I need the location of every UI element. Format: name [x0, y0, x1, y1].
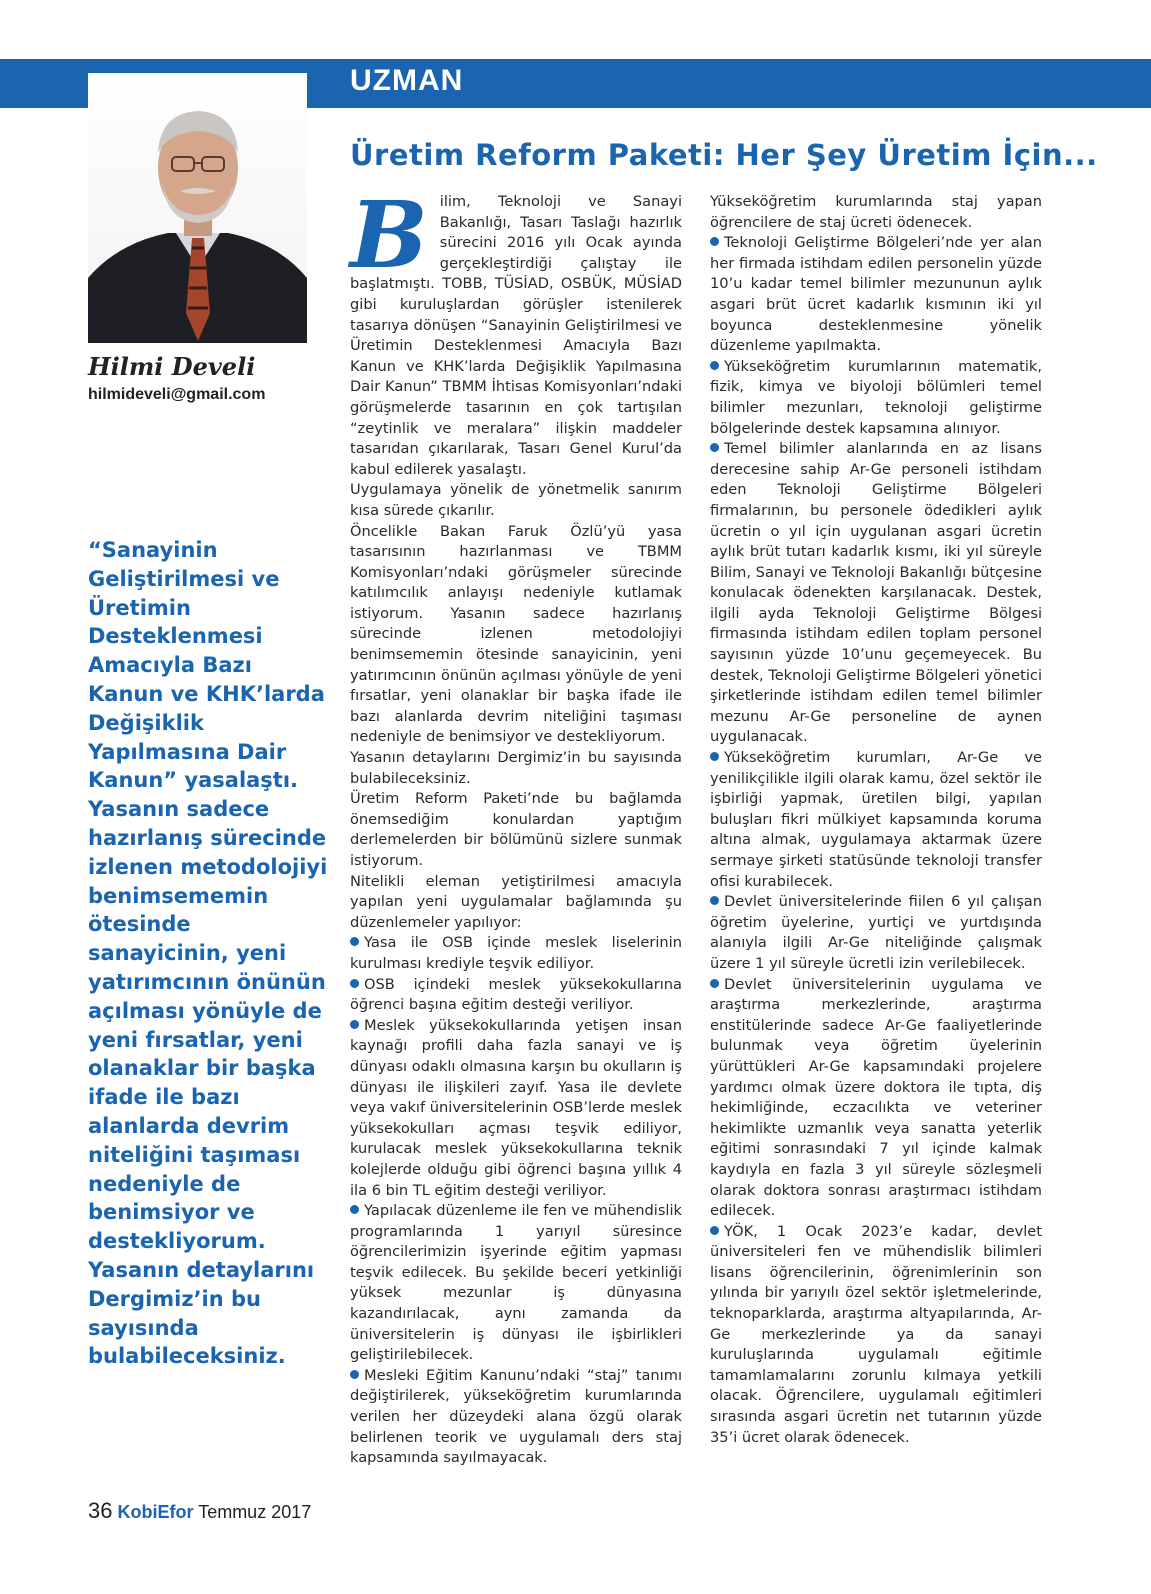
bullet-item: OSB içindeki meslek yüksekokullarına öğrenci başına eğitim desteği veriliyor. — [350, 975, 682, 1014]
paragraph: Nitelikli eleman yetiştirilmesi amacıyla yapılan yeni uygulamalar bağlamında şu düzenlemeler yapılıyor: — [350, 872, 682, 931]
page-number: 36 — [88, 1498, 113, 1523]
paragraph: Öncelikle Bakan Faruk Özlü’yü yasa tasarısının hazırlanması ve TBMM Komisyonları’ndaki görüşmeler sürecinde katılımcılık anlayışı nedeniyle kutlamak istiyorum. Yasanın sadece hazırlanış sürecinde izlenen metodolojiyi benimsememin ötesinde sanayicinin, yeni yatırımcının önünün açılması yönüyle de yeni fırsatlar, yeni olanaklar bir başka ifade ile bazı alanlarda devrim niteliğini taşıması nedeniyle de benimsiyor ve destekliyorum. — [350, 522, 682, 746]
article-column-1 — [350, 181, 682, 1469]
intro-text: ilim, Teknoloji ve Sanayi Bakanlığı, Tasarı Taslağı hazırlık sürecini 2016 yılı Ocak ayında gerçekleştirdiği çalıştay ile başlatmıştı. TOBB, TÜSİAD, OSBÜK, MÜSİAD gibi kuruluşlardan görüşler istenilerek tasarıya dönüşen “Sanayinin Geliştirilmesi ve Üretimin Desteklenmesi Amacıyla Bazı Kanun ve KHK’larda Değişiklik Yapılmasına Dair Kanun” TBMM İhtisas Komisyonları’ndaki görüşmelerde tasarının en çok tartışılan “zeytinlik ve meralara” ilişkin maddeler tasarıdan çıkarılarak, Tasarı Genel Kurul’da kabul edilerek yasalaştı. — [350, 193, 682, 478]
page-footer — [88, 1498, 311, 1524]
author-email: hilmideveli@gmail.com — [88, 386, 266, 403]
bullet-item: Yükseköğretim kurumları, Ar-Ge ve yenilikçilikle ilgili olarak kamu, özel sektör ile işbirliği yapmak, üretilen bilgi, yapılan buluşları fikri mülkiyet kapsamında koruma altına almak, uygulamaya aktarmak üzere sermaye şirketi statüsünde teknoloji transfer ofisi kurabilecek. — [710, 749, 1042, 890]
bullet-item: Devlet üniversitelerinde fiilen 6 yıl çalışan öğretim üyelerine, yurtiçi ve yurtdışında alanıyla ilgili Ar-Ge niteliğinde çalışmak üzere 1 yıl süreyle ücretli izin verilebilecek. — [710, 893, 1042, 972]
bullet-dot-icon — [350, 937, 359, 946]
bullet-item: Meslek yüksekokullarında yetişen insan kaynağı profili daha fazla sanayi ve iş dünyası odaklı olmasına karşın bu okulların iş dünyası ile ilişkileri zayıf. Yasa ile devlete veya vakıf üniversitelerinin OSB’lerde meslek yüksekokulları açması teşvik ediliyor, kurulacak meslek yüksekokullarına teknik kolejlerde olduğu gibi öğrenci başına yıllık 4 ila 6 bin TL eğitim desteği veriliyor. — [350, 1016, 682, 1199]
bullet-item: Yasa ile OSB içinde meslek liselerinin kurulması krediyle teşvik ediliyor. — [350, 934, 682, 972]
bullet-dot-icon — [710, 896, 719, 905]
pull-quote: “Sanayinin Geliştirilmesi ve Üretimin Desteklenmesi Amacıyla Bazı Kanun ve KHK’larda Değişiklik Yapılmasına Dair Kanun” yasalaştı. Yasanın sadece hazırlanış sürecinde izlenen metodolojiyi benimsememin ötesinde sanayicinin, yeni yatırımcının önünün açılması yönüyle de yeni fırsatlar, yeni olanaklar bir başka ifade ile bazı alanlarda devrim niteliğini taşıması nedeniyle de benimsiyor ve destekliyorum. Yasanın detaylarını Dergimiz’in bu sayısında bulabileceksiniz. — [88, 538, 328, 1369]
paragraph: Uygulamaya yönelik de yönetmelik sanırım kısa sürede çıkarılır. — [350, 481, 682, 519]
author-signature: Hilmi Develi — [88, 352, 256, 381]
bullet-item: Yapılacak düzenleme ile fen ve mühendislik programlarında 1 yarıyıl süresince öğrencilerimizin işyerinde eğitim yapması teşvik edilecek. Bu şekilde beceri yetkinliği yüksek mezunlar iş dünyasına kazandırılacak, aynı zamanda da üniversitelerin iş dünyası ile işbirlikleri geliştirilebilecek. — [350, 1202, 682, 1364]
bullet-item: Devlet üniversitelerinin uygulama ve araştırma merkezlerinde, araştırma enstitülerinde sadece Ar-Ge faaliyetlerinde bulunmak veya öğretim üyelerinin yürüttükleri Ar-Ge kapsamındaki projelere yardımcı olmak üzere doktora ile tıpta, diş hekimliğinde, eczacılıkta ve veteriner hekimlikte uzmanlık veya sanatta yeterlik eğitimi sonrasındaki 7 yıl içinde kalmak kaydıyla en fazla 3 yıl süreyle sözleşmeli olarak doktora sonrası araştırmacı istihdam edilecek. — [710, 975, 1042, 1220]
bullet-dot-icon — [350, 1020, 359, 1029]
bullet-dot-icon — [350, 1205, 359, 1214]
bullet-item: Yükseköğretim kurumlarının matematik, fizik, kimya ve biyoloji bölümleri temel bilimler mezunları, teknoloji geliştirme bölgelerinde destek kapsamına alınıyor. — [710, 357, 1042, 437]
bullet-dot-icon — [350, 1370, 359, 1379]
section-label: UZMAN — [350, 64, 464, 97]
issue-date: Temmuz 2017 — [198, 1502, 312, 1522]
bullet-item: YÖK, 1 Ocak 2023’e kadar, devlet üniversiteleri fen ve mühendislik bilimleri lisans öğrencilerinin, öğrenimlerinin son yılında bir yarıyılı özel sektör işletmelerinde, teknoparklarda, araştırma altyapılarında, Ar-Ge merkezlerinde ya da sanayi kuruluşlarında uygulamalı eğitimle tamamlamalarını zorunlu kılmaya yetkili olacak. Öğrencilere, uygulamalı eğitimleri sırasında asgari ücretin net tutarının yüzde 35’i ücret olarak ödenecek. — [710, 1222, 1042, 1446]
paragraph: Yasanın detaylarını Dergimiz’in bu sayısında bulabileceksiniz. — [350, 749, 682, 787]
bullet-item: Mesleki Eğitim Kanunu’ndaki “staj” tanımı değiştirilerek, yükseköğretim kurumlarında verilen her düzeydeki alana özgü olarak belirlenen teorik ve uygulamalı ders staj kapsamında sayılmayacak. — [350, 1366, 682, 1467]
intro-paragraph — [350, 181, 682, 480]
bullet-dot-icon — [710, 752, 719, 761]
paragraph: Yükseköğretim kurumlarında staj yapan öğrencilere de staj ücreti ödenecek. — [710, 193, 1042, 231]
bullet-dot-icon — [350, 979, 359, 988]
drop-cap: B — [350, 181, 428, 289]
bullet-item: Teknoloji Geliştirme Bölgeleri’nde yer alan her firmada istihdam edilen personelin yüzde 10’u kadar temel bilimler mezununun aylık asgari brüt ücret kadarlık kısmının iki yıl boyunca desteklenmesine yönelik düzenleme yapılmakta. — [710, 234, 1042, 355]
bullet-dot-icon — [710, 979, 719, 988]
bullet-dot-icon — [710, 361, 719, 370]
article-title: Üretim Reform Paketi: Her Şey Üretim İçin... — [350, 138, 1098, 172]
paragraph: Üretim Reform Paketi’nde bu bağlamda önemsediğim konulardan yaptığım derlemelerden bir bölümünü sizlere sunmak istiyorum. — [350, 790, 682, 869]
article-column-2 — [710, 192, 1042, 1448]
bullet-dot-icon — [710, 443, 719, 452]
bullet-dot-icon — [710, 1226, 719, 1235]
author-photo — [88, 73, 307, 343]
magazine-name: KobiEfor — [117, 1502, 194, 1522]
bullet-dot-icon — [710, 237, 719, 246]
bullet-item: Temel bilimler alanlarında en az lisans derecesine sahip Ar-Ge personeli istihdam eden Teknoloji Geliştirme Bölgeleri firmalarının, bu personele ödedikleri aylık ücretin o yıl için uygulanan asgari ücretin aylık brüt tutarı kadarlık kısmı, iki yıl süreyle Bilim, Sanayi ve Teknoloji Bakanlığı bütçesine konulacak ödenekten karşılanacak. Destek, ilgili ayda Teknoloji Geliştirme Bölgesi firmasında istihdam edilen toplam personel sayısının yüzde 10’unu geçemeyecek. Bu destek, Teknoloji Geliştirme Bölgeleri yönetici şirketlerinde istihdam edilen temel bilimler mezunu Ar-Ge personeline de aynen uygulanacak. — [710, 440, 1043, 746]
